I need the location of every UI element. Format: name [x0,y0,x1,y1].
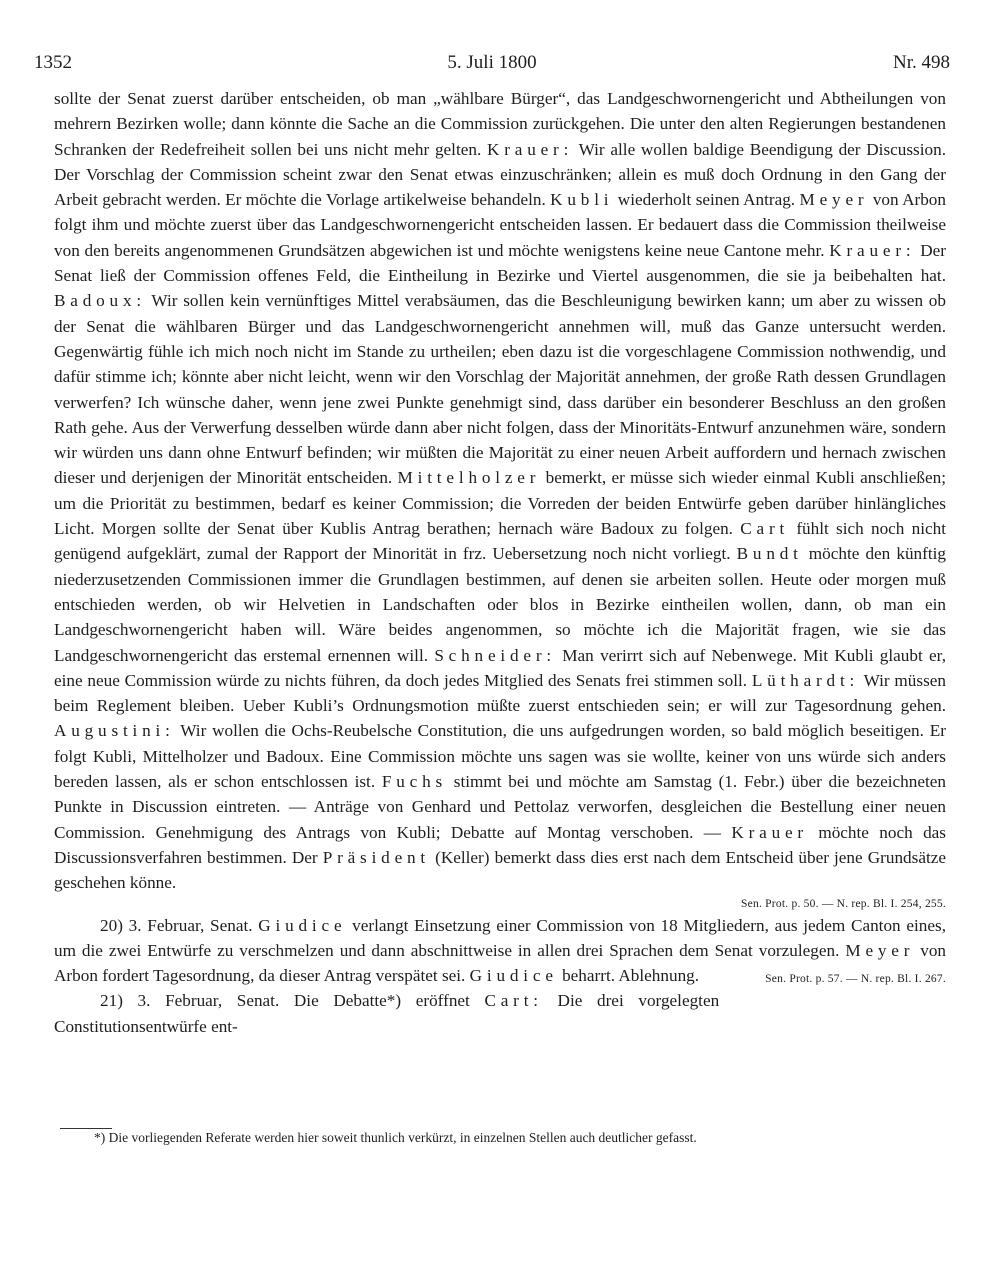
entry-20 [54,913,946,989]
speaker-name: Meyer [845,940,915,960]
text-segment: bemerkt, er müsse sich wieder einmal Kubli anschließen; um die Priorität zu bestimmen, bedarf es keiner Commission; die Vorreden der beiden Entwürfe geben darüber hinlängliches Licht. Morgen sollte der Senat über Kublis Antrag berathen; hernach wäre Badoux zu folgen. [54,468,946,539]
page-number: 1352 [34,52,72,73]
speaker-name: Bundt [736,544,803,564]
speaker-name: Schneider: [434,645,556,665]
text-segment: Wir müssen beim Reglement bleiben. Ueber Kubli’s Ordnungsmotion müßte zuerst entschieden sein; er will zur Tagesordnung gehen. [54,670,946,716]
speaker-name: Cart [740,519,790,539]
text-segment: sollte der Senat zuerst darüber entscheiden, ob man „wählbare Bürger“, das Landgeschwornengericht und Abtheilungen von mehrern Bezirken wolle; dann könnte die Sache an die Commission zurückgehen. Die unter den alten Regierungen bestandenen Schranken der Redefreiheit sollen bei uns nicht mehr gelten. [54,89,946,159]
text-segment: stimmt bei und möchte am Samstag (1. Febr.) über die bezeichneten Punkte in Discussion eintreten. — Anträge von Genhard und Pettolaz verworfen, desgleichen die Bestellung einer neuen Commission. Genehmigung des Antrags von Kubli; Debatte auf Montag verschoben. — [54,772,946,842]
text-segment: verlangt Einsetzung einer Commission von 18 Mitgliedern, aus jedem Canton eines, um die zwei Entwürfe zu verschmelzen und dann abschnittweise in allen drei Sprachen dem Senat vorzulegen. [54,915,946,960]
speaker-name: Mittelholzer [397,468,541,488]
speaker-name: Badoux: [54,291,146,311]
header-date: 5. Juli 1800 [447,52,537,73]
entry-21 [54,988,946,1039]
speaker-name: Krauer [731,822,808,842]
speaker-name: Kubli [550,190,614,210]
speaker-name: Augustini: [54,721,175,741]
text-segment: von Arbon fordert Tagesordnung, da dieser Antrag verspätet sei. [54,940,947,986]
speaker-name: Krauer: [486,139,574,159]
text-segment: möchte den künftig niederzusetzenden Commissionen immer die Grundlagen bestimmen, auf denen sie arbeiten sollen. Heute oder morgen muß entschieden werden, ob wir Helvetien in Landschaften oder blos in Bezirke eintheilen wollen, dann, ob man ein Landgeschwornengericht haben will. Wäre beides angenommen, so möchte ich die Majorität fragen, wie sie das Landgeschwornengericht das erstemal ernennen will. [54,544,946,665]
source-reference: Sen. Prot. p. 50. — N. rep. Bl. I. 254, 255. [741,897,946,910]
text-segment: Wir sollen kein vernünftiges Mittel verabsäumen, das die Beschleunigung bewirken kann; um aber zu wissen ob der Senat die wählbaren Bürger und das Landgeschwornengericht annehmen will, muß das Ganze untersucht werden. Gegenwärtig fühle ich mich noch nicht im Stande zu urtheilen; eben dazu ist die vorgeschlagene Commission nothwendig, und dafür stimme ich; könnte aber nicht leicht, wenn wir den Vorschlag der Majorität annehmen, der große Rath dessen Grundlagen verwerfen? Ich wünsche daher, wenn jene zwei Punkte genehmigt sind, dass darüber ein besonderer Beschluss an den großen Rath gehe. Aus der Verwerfung desselben würde dann aber nicht folgen, dass der Minoritäts-Entwurf anzunehmen wäre, sondern wir würden uns dann ohne Entwurf befinden; wir müßten die Majorität zu einer neuen Arbeit auffordern und hernach zwischen dieser und derjenigen der Minorität entscheiden. [54,291,946,488]
text-segment: wiederholt seinen Antrag. [613,190,800,210]
body-text [54,86,946,1039]
speaker-name: Cart: [484,991,543,1011]
text-segment: Wir wollen die Ochs-Reubelsche Constitution, die uns aufgedrungen worden, so bald möglich beseitigen. Er folgt Kubli, Mittelholzer und Badoux. Eine Commission möchte uns sagen was sie wollte, keiner von uns würde sich anders bereden lassen, als er schon entschlossen ist. [54,721,946,792]
speaker-name: Giudice [469,966,558,986]
speaker-name: Fuchs [381,772,448,792]
speaker-name: Giudice [258,915,347,935]
text-segment: Man verirrt sich auf Nebenwege. Mit Kubli glaubt er, eine neue Commission würde zu nichts führen, da doch jedes Mitglied des Senats frei stimmen soll. [54,645,946,690]
text-segment: beharrt. Ablehnung. [557,966,700,986]
source-reference: Sen. Prot. p. 57. — N. rep. Bl. I. 267. [765,973,946,986]
paragraph-senate-debate [54,86,946,896]
text-segment: möchte noch das Discussionsverfahren bestimmen. Der [54,822,946,867]
speaker-name: Lüthardt: [751,670,860,690]
text-segment: Der Senat ließ der Commission offenes Feld, die Eintheilung in Bezirke und Viertel ausgenommen, die sie ja beibehalten hat. [54,240,946,286]
header-number: Nr. 498 [893,52,950,73]
entry-heading: 21) 3. Februar, Senat. Die Debatte*) eröffnet [100,991,485,1011]
entry-heading: 20) 3. Februar, Senat. [100,915,259,935]
speaker-name: Präsident [322,847,431,867]
page-header [34,52,950,84]
text-segment: Wir alle wollen baldige Beendigung der Discussion. Der Vorschlag der Commission scheint zwar den Senat etwas einzuschränken; allein es muß doch Ordnung in den Gang der Arbeit gebracht werden. Er möchte die Vorlage artikelweise behandeln. [54,139,946,210]
speaker-name: Meyer [799,190,869,210]
text-segment: von Arbon folgt ihm und möchte zuerst über das Landgeschwornengericht entscheiden lassen. Er bedauert dass die Commission theilweise von den bereits angenommenen Grundsätzen abgewichen ist und möchte wenigstens keine neue Cantone mehr. [54,190,946,260]
text-segment: (Keller) bemerkt dass dies erst nach dem Entscheid über jene Grundsätze geschehen könne. [54,847,946,893]
text-segment: Die drei vorgelegten Constitutionsentwürfe ent- [54,991,720,1036]
text-segment: fühlt sich noch nicht genügend aufgeklärt, zumal der Rapport der Minorität in frz. Uebersetzung noch nicht vorliegt. [54,519,946,564]
speaker-name: Krauer: [829,240,916,260]
footnote: *) Die vorliegenden Referate werden hier soweit thunlich verkürzt, in einzelnen Stellen auch deutlicher gefasst. [94,1130,697,1145]
